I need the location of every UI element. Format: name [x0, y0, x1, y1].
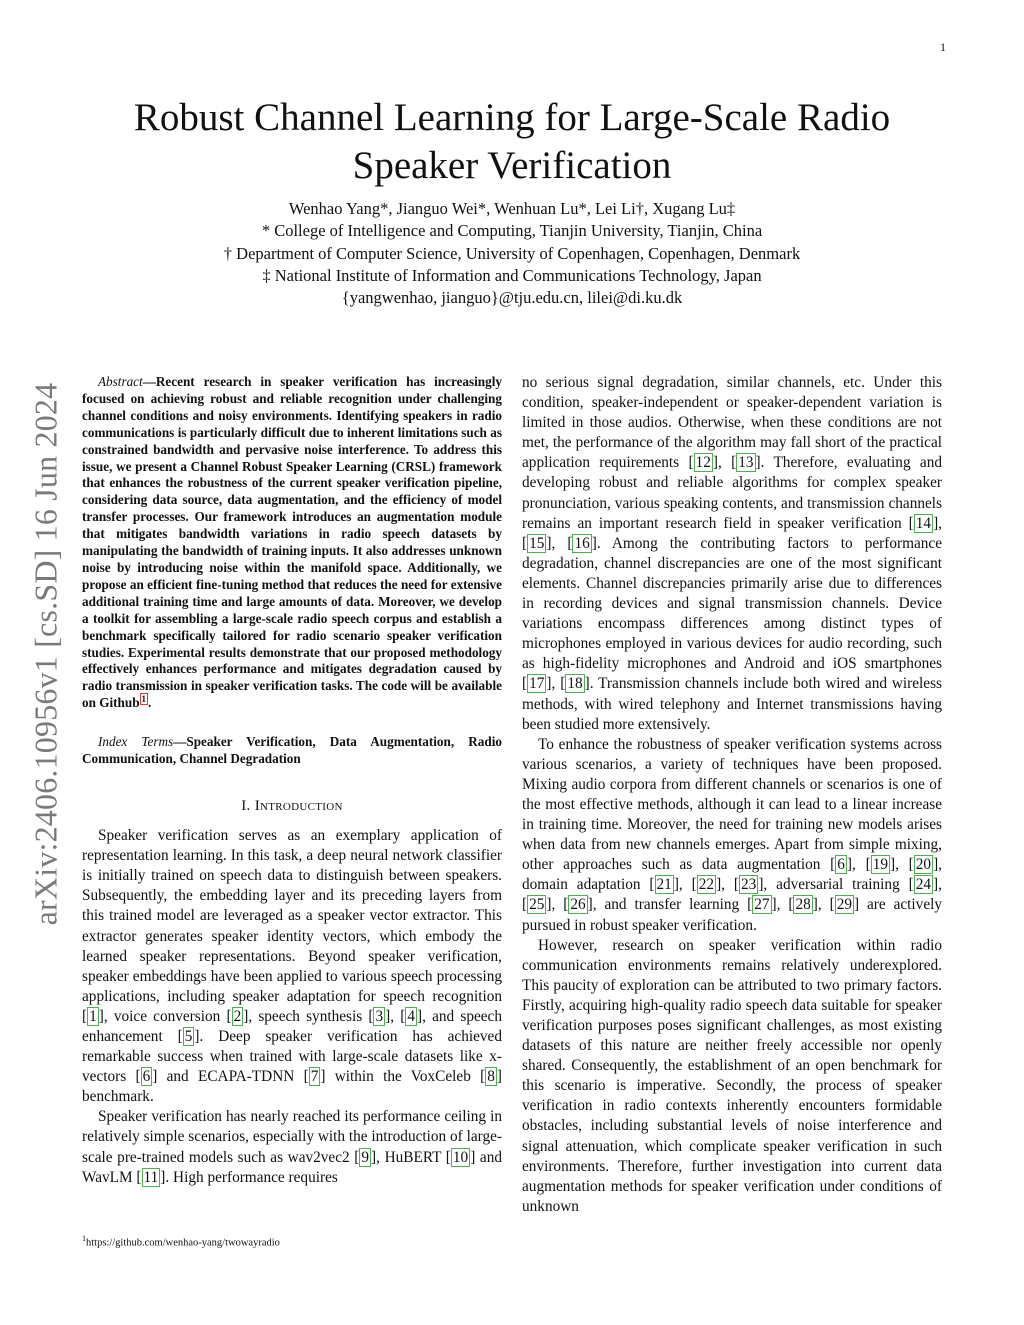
abstract-text: —Recent research in speaker verification has increasingly focused on achieving robust and reliable recognition under challenging channel conditions and noisy environments. Identifying speakers in radio communications is particularly difficult due to inherent limitations such as constrained bandwidth and pervasive noise interference. To address this issue, we present a Channel Robust Speaker Learning (CRSL) framework that enhances the robustness of the current speaker verification pipeline, considering data source, data augmentation, and the efficiency of model transfer processes. Our framework introduces an augmentation module that mitigates bandwidth variations in radio speech datasets by manipulating the bandwidth of training inputs. It also addresses unknown noise by introducing noise within the manifold space. Additionally, we propose an efficient fine-tuning method that reduces the need for extensive additional training time and large amounts of data. Moreover, we develop a toolkit for assembling a large-scale radio speech corpus and establish a benchmark specifically tailored for radio scenario speaker verification studies. Experimental results demonstrate that our proposed methodology effectively enhances performance and mitigates degradation caused by radio transmission in speaker verification tasks. The code will be available on Github — [82, 374, 502, 711]
section-heading — [82, 796, 502, 816]
body-text: , and speech enhancement — [82, 1007, 502, 1045]
arxiv-stamp-text: arXiv:2406.10956v1 [cs.SD] 16 Jun 2024 — [27, 382, 64, 926]
citation-link[interactable]: 19 — [872, 856, 888, 874]
body-text: , — [678, 876, 692, 894]
citation-link[interactable]: 10 — [452, 1148, 469, 1166]
abstract-end: . — [148, 695, 152, 711]
citation-link[interactable]: 23 — [741, 876, 757, 894]
body-text: , speech synthesis — [248, 1007, 369, 1025]
citation-link[interactable]: 17 — [529, 675, 545, 693]
body-text: and ECAPA-TDNN — [157, 1068, 304, 1086]
body-text: and WavLM — [82, 1148, 503, 1186]
citation-link[interactable]: 6 — [142, 1068, 151, 1086]
affiliation: † Department of Computer Science, University of Copenhagen, Copenhagen, Denmark — [223, 243, 801, 263]
body-text: , HuBERT — [376, 1148, 446, 1166]
citation-link[interactable]: 1 — [89, 1007, 97, 1025]
body-text: , voice conversion — [103, 1007, 227, 1025]
body-text: , — [551, 896, 564, 914]
citation-link[interactable]: 8 — [487, 1068, 495, 1086]
footnote-url[interactable]: https://github.com/wenhao-yang/twowayradio — [86, 1237, 280, 1249]
citation-link[interactable]: 9 — [361, 1148, 370, 1166]
affiliation: ‡ National Institute of Information and Communications Technology, Japan — [262, 265, 762, 285]
citation-link[interactable]: 3 — [375, 1007, 384, 1025]
citation-link[interactable]: 12 — [695, 454, 711, 472]
index-terms — [82, 734, 502, 768]
email-line: {yangwenhao, jianguo}@tju.edu.cn, lilei@di.ku.dk — [341, 288, 683, 308]
footnote-mark: 1 — [82, 1234, 86, 1243]
citation-link[interactable]: 4 — [407, 1007, 416, 1025]
body-text: . High performance requires — [165, 1168, 338, 1186]
left-column — [82, 374, 502, 1188]
citation-link[interactable]: 22 — [698, 876, 715, 894]
body-text: However, research on speaker verification within radio communication environments remains relatively underexplored. This paucity of exploration can be attributed to two primary factors. Firstly, acquiring high-quality radio speech data suitable for speaker verification purposes poses significant challenges, as most existing datasets of this nature are neither freely accessible nor openly shared. Consequently, the establishment of an open benchmark for this scenario is imperative. Secondly, the process of speaker verification in radio contexts inherently encounters formidable obstacles, including substantial levels of noise interference and signal attenuation, which complicate speaker verification in such environments. Therefore, further investigation into current data augmentation methods for speaker verification under conditions of unknown — [522, 936, 942, 1215]
section-title: Introduction — [254, 797, 343, 814]
body-paragraph: To enhance the robustness of speaker verification systems across various scenarios, a variety of techniques have been proposed. Mixing audio corpora from different channels or scenarios is one of the most effective methods, although it can lead to a linear increase in training time. Moreover, the need for training new models arises when data from new channels emerges. Apart from simple mixing, other approaches such as data augmentation [ 6 ], [ 19 ], [ 20 ], domain adaptation [ 21 ], [ 22 ], [ 23 ], adversarial training [ 24 ], [ 25 ], [ 26 ], and transfer learning [ 27 ], [ 28 ], [ 29 ] are actively pursued in robust speaker verification. — [522, 735, 943, 934]
body-text: , — [776, 896, 789, 914]
body-text: , — [721, 876, 734, 894]
body-text: within the VoxCeleb — [325, 1068, 481, 1086]
citation-link[interactable]: 16 — [574, 534, 590, 552]
citation-link[interactable]: 27 — [754, 896, 770, 914]
body-text: , adversarial training — [763, 876, 909, 894]
citation-link[interactable]: 28 — [795, 896, 811, 914]
body-text: , — [551, 534, 568, 552]
section-number: I. — [241, 797, 251, 814]
body-text: , and transfer learning — [592, 896, 748, 914]
author-block — [80, 198, 944, 309]
body-paragraph: no serious signal degradation, similar channels, etc. Under this condition, speaker-independent or speaker-dependent variation is limited in those audios. Otherwise, when these conditions are not met, the performance of the algorithm may fall short of the practical application requirements [ 12 ], [ 13 ]. Therefore, evaluating and developing robust and reliable algorithms for complex speaker pronunciation, various speaking contents, and transmission channels remains an important research field in speaker verification [ 14 ], [ 15 ], [ 16 ]. Among the contributing factors to performance degradation, channel discrepancies are one of the most significant elements. Channel discrepancies primarily arise due to differences in recording devices and signal transmission channels. Device variations encompass differences among distinct types of microphones employed in various devices for audio recording, such as high-fidelity microphones and Android and iOS smartphones [ 17 ], [ 18 ]. Transmission channels include both wired and wireless methods, with wired telephony and Internet transmissions having been studied more extensively. — [522, 374, 942, 733]
body-text: Speaker verification has nearly reached its performance ceiling in relatively simple scenarios, especially with the introduction of large-scale pre-trained models such as wav2vec2 — [82, 1108, 502, 1166]
citation-link[interactable]: 13 — [738, 454, 754, 472]
citation-link[interactable]: 21 — [656, 876, 672, 894]
introduction-body-right — [522, 373, 942, 1217]
body-text: , — [817, 896, 830, 914]
body-text: , — [938, 514, 942, 532]
page-number: 1 — [940, 40, 946, 54]
citation-link[interactable]: 18 — [567, 675, 583, 693]
index-terms-label: Index Terms — [98, 734, 174, 750]
body-paragraph: Speaker verification serves as an exemplary application of representation learning. In this task, a deep neural network classifier is initially trained on speech data to distinguish between speakers. Subsequently, the embedding layer and its preceding layers from this trained model are leveraged as a speaker vector extractor. This extractor generates speaker identity vectors, which embody the learned speaker representations. Beyond speaker verification, speaker embeddings have been applied to various speech processing applications, including speaker adaptation for speech recognition [ 1 ], voice conversion [ 2 ], speech synthesis [ 3 ], [ 4 ], and speech enhancement [ 5 ]. Deep speaker verification has achieved remarkable success when trained with large-scale datasets like x-vectors [ 6 ] and ECAPA-TDNN [ 7 ] within the VoxCeleb [ 8 ] benchmark. — [82, 827, 502, 1106]
abstract — [82, 374, 502, 712]
citation-link[interactable]: 2 — [233, 1007, 242, 1025]
abstract-label: Abstract — [98, 374, 143, 389]
paper-title: Robust Channel Learning for Large-Scale Radio Speaker Verification — [133, 96, 891, 187]
body-text: benchmark. — [82, 1088, 154, 1106]
body-text: , — [390, 1007, 401, 1025]
body-text: . Transmission channels include both wired and wireless methods, with wired telephony and Internet transmissions having been studied more extensively. — [522, 675, 942, 733]
body-text: . Among the contributing factors to performance degradation, channel discrepancies are one of the most significant elements. Channel discrepancies primarily arise due to differences in recording devices and signal transmission channels. Device variations encompass differences among distinct types of microphones employed in various devices for audio recording, such as high-fidelity microphones and Android and iOS smartphones — [522, 534, 942, 673]
index-terms-text: —Speaker Verification, Data Augmentation, Radio Communication, Channel Degradation — [82, 734, 502, 767]
body-text: To enhance the robustness of speaker verification systems across various scenarios, a variety of techniques have been proposed. Mixing audio corpora from different channels or scenarios is one of the most effective methods, although it can lead to a linear increase in training time. Moreover, the need for training new models arises when data from new channels emerges. Apart from simple mixing, other approaches such as data augmentation — [522, 735, 942, 874]
footnote-link[interactable]: 1 — [141, 693, 147, 704]
body-text: no serious signal degradation, similar channels, etc. Under this condition, speaker-independent or speaker-dependent variation is limited in those audios. Otherwise, when these conditions are not met, the performance of the algorithm may fall short of the practical application requirements — [522, 374, 942, 472]
citation-link[interactable]: 26 — [570, 896, 586, 914]
body-text: , — [852, 856, 866, 874]
affiliation: * College of Intelligence and Computing, Tianjin University, Tianjin, China — [261, 221, 763, 241]
citation-link[interactable]: 24 — [915, 876, 932, 894]
author-list: Wenhao Yang*, Jianguo Wei*, Wenhuan Lu*, Lei Li†, Xugang Lu‡ — [288, 199, 736, 218]
body-text: , domain adaptation — [522, 856, 942, 894]
citation-link[interactable]: 20 — [915, 856, 932, 874]
arxiv-stamp — [26, 364, 66, 944]
body-text: are actively pursued in robust speaker verification. — [522, 896, 943, 934]
body-paragraph: Speaker verification has nearly reached its performance ceiling in relatively simple scenarios, especially with the introduction of large-scale pre-trained models such as wav2vec2 [ 9 ], HuBERT [ 10 ] and WavLM [ 11 ]. High performance requires — [82, 1108, 503, 1186]
citation-link[interactable]: 25 — [529, 896, 545, 914]
citation-link[interactable]: 7 — [310, 1068, 319, 1086]
body-text: , — [551, 675, 561, 693]
introduction-body-left — [82, 826, 502, 1188]
body-paragraph — [522, 936, 942, 1217]
footnote — [82, 1234, 280, 1249]
body-text: Speaker verification serves as an exemplary application of representation learning. In this task, a deep neural network classifier is initially trained on speech data to distinguish between speakers. Subsequently, the embedding layer and its preceding layers from this trained model are leveraged as a speaker vector extractor. This extractor generates speaker identity vectors, which embody the learned speaker representations. Beyond speaker verification, speaker embeddings have been applied to various speech processing applications, including speaker adaptation for speech recognition — [82, 827, 502, 1005]
citation-link[interactable]: 5 — [184, 1027, 193, 1045]
citation-link[interactable]: 15 — [529, 534, 545, 552]
body-text: . Therefore, evaluating and developing robust and reliable algorithms for complex speaker pronunciation, various speaking contents, and transmission channels remains an important research field in speaker verification — [522, 454, 942, 532]
right-column — [522, 373, 942, 1217]
body-text: , — [717, 454, 732, 472]
citation-link[interactable]: 6 — [837, 856, 845, 874]
body-text: , — [938, 876, 942, 894]
body-text: , — [895, 856, 909, 874]
citation-link[interactable]: 29 — [836, 896, 853, 914]
body-text: . Deep speaker verification has achieved remarkable success when trained with large-scale datasets like x-vectors — [82, 1027, 502, 1086]
citation-link[interactable]: 14 — [915, 514, 932, 532]
citation-link[interactable]: 11 — [143, 1168, 159, 1186]
